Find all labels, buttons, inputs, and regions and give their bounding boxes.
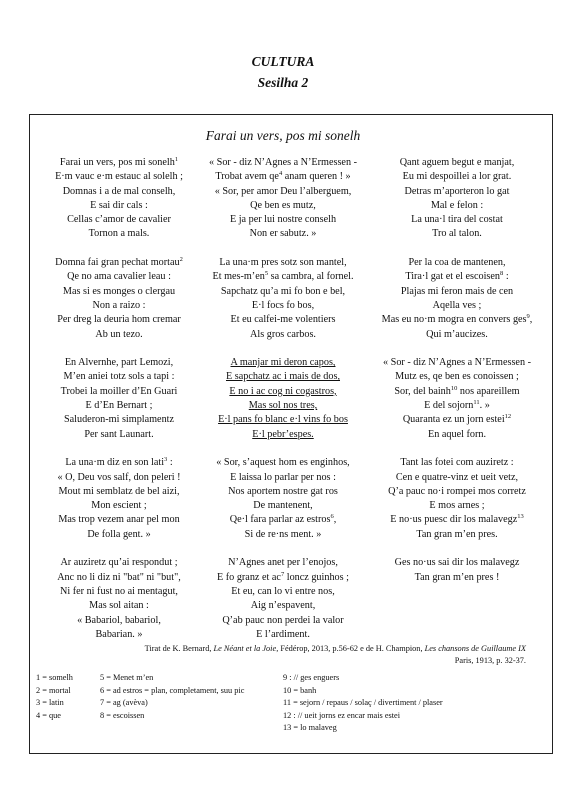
- verse-text: Als gros carbos.: [250, 328, 316, 340]
- verse-text: Mas sol aitan :: [89, 600, 149, 612]
- verse-line: [194, 185, 372, 199]
- verse-line: [30, 385, 208, 399]
- stanza: [194, 156, 372, 242]
- verse-text: Tro al talon.: [432, 228, 482, 240]
- verse-line: [194, 213, 372, 227]
- verse-line: [30, 399, 208, 413]
- verse-text: Qe ben es mutz,: [250, 199, 316, 211]
- stanza: [30, 356, 208, 442]
- verse-text: Q’ab pauc non perdei la valor: [222, 614, 344, 626]
- verse-line: [194, 299, 372, 313]
- verse-text: Nos aportem nostre gat ros: [228, 485, 338, 497]
- verse-line: [368, 513, 546, 527]
- verse-text: N’Agnes anet per l’enojos,: [228, 557, 338, 569]
- verse-line: [30, 285, 208, 299]
- source-citation-line-2: Paris, 1913, p. 32-37.: [454, 656, 526, 665]
- stanza: [194, 356, 372, 442]
- footnote-marker: 5: [264, 270, 269, 278]
- verse-line: [194, 227, 372, 241]
- verse-line: [194, 571, 372, 585]
- verse-line: [368, 285, 546, 299]
- stanza: [368, 556, 546, 585]
- verse-line: [368, 370, 546, 384]
- stanza: [194, 256, 372, 342]
- verse-line: [368, 299, 546, 313]
- verse-text: E no·us puesc dir los malavegz: [390, 514, 518, 526]
- footnote-marker: 8: [500, 270, 504, 278]
- stanza: [30, 256, 208, 342]
- verse-text: Aqella ves ;: [432, 299, 482, 311]
- verse-text: E·l pans fo blanc e·l vins fo bos: [218, 414, 348, 426]
- verse-line: [194, 256, 372, 270]
- glossary-column-2: [100, 672, 244, 722]
- verse-line: [30, 499, 208, 513]
- verse-line: [368, 156, 546, 170]
- glossary-entry: 13 = lo malaveg: [283, 723, 337, 733]
- verse-line: [194, 285, 372, 299]
- verse-text: En Alvernhe, part Lemozi,: [64, 357, 174, 369]
- verse-line: [30, 199, 208, 213]
- verse-text: « Babariol, babariol,: [77, 614, 161, 626]
- verse-text: Qant aguem begut e manjat,: [399, 157, 515, 168]
- stanza: [368, 456, 546, 542]
- citation-book-title: Les chansons de Guillaume IX: [424, 644, 526, 653]
- verse-line: [30, 585, 208, 599]
- glossary-entry: 4 = que: [36, 710, 61, 720]
- verse-line: [194, 614, 372, 628]
- stanza: [368, 156, 546, 242]
- verse-line: [194, 556, 372, 570]
- verse-text: Mas eu no·m mogra en convers ges: [381, 314, 527, 326]
- verse-line: [30, 170, 208, 184]
- poem-column-3: [368, 156, 546, 599]
- footnote-marker: 4: [278, 170, 283, 178]
- verse-line: [368, 556, 546, 570]
- verse-text: E ja per lui nostre conselh: [229, 214, 337, 226]
- glossary-entry: 11 = sejorn / repaus / solaç / divertiment / plaser: [283, 698, 443, 708]
- verse-line: [368, 170, 546, 184]
- verse-text: Plajas mi feron mais de cen: [400, 285, 514, 297]
- verse-text: Et eu, can lo vi entre nos,: [231, 585, 335, 597]
- verse-text: « Sor, per amor Deu l’alberguem,: [214, 185, 352, 197]
- verse-text: « Sor - diz N’Agnes a N’Ermessen -: [209, 157, 357, 168]
- verse-text: E d’En Bernart ;: [85, 400, 153, 412]
- footnote-marker: 13: [517, 513, 524, 521]
- verse-text: Si de re·ns ment. »: [244, 528, 322, 540]
- verse-line: [194, 370, 372, 384]
- verse-text: « Sor - diz N’Agnes a N’Ermessen -: [383, 357, 531, 369]
- verse-line: [194, 156, 372, 170]
- verse-text: Non a raizo :: [92, 299, 146, 311]
- verse-line: [30, 485, 208, 499]
- stanza: [194, 556, 372, 642]
- glossary-entry: 1 = somelh: [36, 673, 73, 682]
- verse-text: Per dreg la deuria hom cremar: [57, 314, 181, 326]
- verse-text: Domna fai gran pechat mortau: [55, 257, 180, 269]
- stanza: [30, 156, 208, 242]
- verse-text: E sapchatz ac i mais de dos,: [225, 371, 340, 383]
- verse-text: E l’ardiment.: [256, 628, 310, 640]
- verse-text: Per sant Launart.: [84, 428, 154, 440]
- verse-line: [368, 413, 546, 427]
- verse-line: [30, 156, 208, 170]
- verse-text: Qe no ama cavalier leau :: [67, 271, 171, 283]
- verse-line: [30, 213, 208, 227]
- verse-line: [194, 270, 372, 284]
- verse-line: [194, 385, 372, 399]
- verse-text: Cen e quatre-vinz et ueit vetz,: [395, 471, 519, 483]
- verse-line: [194, 428, 372, 442]
- verse-line: [194, 528, 372, 542]
- verse-text: E·l pebr’espes.: [252, 428, 314, 440]
- verse-text: M’en aniei totz sols a tapi :: [63, 371, 175, 383]
- verse-text: Qe·l fara parlar az estros: [229, 514, 331, 526]
- verse-text: Ar auziretz qu’ai respondut ;: [60, 557, 178, 569]
- citation-book-title: Le Néant et la Joie: [213, 644, 277, 653]
- verse-text: Non er sabutz. »: [249, 228, 317, 240]
- verse-text: E sai dir cals :: [90, 199, 148, 211]
- verse-text: Trobei la moiller d’En Guari: [60, 385, 178, 397]
- verse-line: [30, 599, 208, 613]
- verse-line: [30, 471, 208, 485]
- verse-line: [30, 313, 208, 327]
- verse-line: [368, 328, 546, 342]
- verse-line: [194, 599, 372, 613]
- verse-text: Tornon a mals.: [88, 228, 150, 240]
- verse-line: [368, 499, 546, 513]
- verse-line: [30, 513, 208, 527]
- verse-line: [30, 571, 208, 585]
- verse-text: . »: [479, 400, 490, 412]
- verse-line: [194, 399, 372, 413]
- verse-text: E mos arnes ;: [429, 500, 485, 512]
- verse-text: Q’a pauc no·i rompei mos corretz: [388, 485, 526, 497]
- glossary-column-3: [283, 672, 443, 735]
- verse-line: [194, 585, 372, 599]
- verse-line: [30, 370, 208, 384]
- verse-line: [368, 485, 546, 499]
- verse-text: sa cambra, al fornel.: [268, 271, 354, 283]
- verse-text: Anc no li diz ni "bat" ni "but",: [57, 571, 181, 583]
- verse-text: Sapchatz qu’a mi fo bon e bel,: [220, 285, 346, 297]
- verse-text: Ab un tezo.: [95, 328, 143, 340]
- verse-text: Detras m’aporteron lo gat: [404, 185, 510, 197]
- verse-line: [368, 571, 546, 585]
- citation-text: , Fédérop, 2013, p.56-62 e de H. Champion,: [276, 644, 425, 653]
- verse-text: :: [167, 457, 173, 469]
- verse-text: E fo granz et ac: [217, 571, 281, 583]
- verse-text: De folla gent. »: [87, 528, 151, 540]
- document-subtitle: Sesilha 2: [257, 75, 309, 90]
- verse-line: [368, 456, 546, 470]
- verse-line: [30, 356, 208, 370]
- verse-text: « Sor, s’aquest hom es enginhos,: [216, 457, 350, 469]
- footnote-marker: 11: [473, 399, 480, 407]
- footnote-marker: 6: [330, 513, 334, 521]
- verse-text: Quaranta ez un jorn estei: [402, 414, 505, 426]
- glossary-entry: 7 = ag (avèva): [100, 698, 148, 708]
- verse-text: La una·m pres sotz son mantel,: [219, 257, 347, 269]
- verse-line: [368, 385, 546, 399]
- verse-text: E laissa lo parlar per nos :: [230, 471, 336, 483]
- glossary-entry: 2 = mortal: [36, 685, 71, 695]
- verse-text: anam queren ! »: [282, 171, 351, 183]
- footnote-marker: 7: [280, 570, 285, 578]
- source-citation: [145, 644, 526, 653]
- verse-line: [368, 213, 546, 227]
- verse-text: Aig n’espavent,: [250, 600, 316, 612]
- verse-line: [194, 413, 372, 427]
- stanza: [368, 256, 546, 342]
- verse-line: [194, 199, 372, 213]
- glossary-entry: 9 : // ges enguers: [283, 673, 340, 682]
- verse-line: [368, 356, 546, 370]
- verse-text: Farai un vers, pos mi sonelh: [59, 157, 175, 168]
- verse-text: Trobat avem qe: [215, 171, 279, 183]
- verse-text: De mantenent,: [253, 500, 313, 512]
- verse-text: loncz guinhos ;: [284, 571, 349, 583]
- verse-text: Et mes-m’en: [212, 271, 265, 283]
- glossary-entry: 10 = banh: [283, 685, 317, 695]
- verse-line: [30, 256, 208, 270]
- verse-text: nos apareillem: [457, 385, 520, 397]
- glossary-entry: 6 = ad estros = plan, completament, suu pic: [100, 685, 245, 695]
- stanza: [368, 356, 546, 442]
- verse-text: E·m vauc e·m estauc al solelh ;: [55, 171, 183, 183]
- stanza: [30, 456, 208, 542]
- verse-text: Eu mi despoillei a lor grat.: [402, 171, 512, 183]
- verse-text: E del sojorn: [424, 400, 474, 412]
- verse-line: [194, 313, 372, 327]
- verse-text: Mas trop vezem anar pel mon: [58, 514, 180, 526]
- verse-text: Mon escient ;: [91, 500, 147, 512]
- glossary-entry: 12 : // ueit jorns ez encar mais estei: [283, 710, 401, 720]
- verse-line: [194, 356, 372, 370]
- verse-text: Mas sol nos tres,: [248, 400, 318, 412]
- verse-line: [30, 528, 208, 542]
- verse-line: [368, 428, 546, 442]
- verse-text: Mout mi semblatz de bel aizi,: [58, 485, 180, 497]
- citation-text: Tirat de K. Bernard,: [144, 644, 214, 653]
- verse-line: [368, 313, 546, 327]
- verse-line: [368, 256, 546, 270]
- verse-text: Tan gran m’en pres.: [416, 528, 498, 540]
- verse-line: [30, 413, 208, 427]
- verse-line: [30, 428, 208, 442]
- verse-line: [30, 614, 208, 628]
- poem-title: Farai un vers, pos mi sonelh: [205, 128, 361, 143]
- verse-line: [194, 513, 372, 527]
- verse-line: [368, 227, 546, 241]
- glossary-entry: 8 = escoissen: [100, 710, 145, 720]
- verse-line: [194, 328, 372, 342]
- verse-text: En aquel forn.: [428, 428, 486, 440]
- glossary-entry: 3 = latin: [36, 698, 64, 708]
- verse-text: La una·m diz en son lati: [65, 457, 165, 469]
- verse-line: [30, 456, 208, 470]
- verse-line: [368, 528, 546, 542]
- verse-line: [368, 199, 546, 213]
- footnote-marker: 2: [179, 256, 183, 264]
- verse-line: [194, 170, 372, 184]
- verse-text: E no i ac cog ni cogastros,: [229, 385, 337, 397]
- verse-line: [194, 499, 372, 513]
- glossary-column-1: [36, 672, 73, 722]
- verse-line: [368, 185, 546, 199]
- verse-line: [30, 556, 208, 570]
- document-title: CULTURA: [251, 54, 315, 69]
- poem-column-1: [30, 156, 208, 656]
- verse-text: Tant las fotei com auziretz :: [400, 457, 514, 469]
- footnote-marker: 3: [164, 456, 168, 464]
- verse-line: [30, 270, 208, 284]
- verse-text: Et eu calfei-me volentiers: [230, 314, 336, 326]
- verse-text: :: [503, 271, 509, 283]
- verse-text: La una·l tira del costat: [411, 214, 503, 226]
- verse-text: ,: [529, 314, 533, 326]
- verse-line: [368, 471, 546, 485]
- verse-text: Ges no·us sai dir los malavegz: [394, 557, 520, 569]
- verse-text: Domnas i a de mal conselh,: [62, 185, 176, 197]
- verse-line: [194, 485, 372, 499]
- verse-line: [194, 456, 372, 470]
- verse-text: Babarian. »: [95, 628, 143, 640]
- verse-text: Saluderon-mi simplamentz: [63, 414, 175, 426]
- verse-text: A manjar mi deron capos,: [230, 357, 336, 369]
- verse-text: Mas si es monges o clergau: [62, 285, 176, 297]
- stanza: [30, 556, 208, 642]
- verse-line: [30, 185, 208, 199]
- verse-line: [194, 628, 372, 642]
- poem-column-2: [194, 156, 372, 656]
- verse-text: Qui m’aucizes.: [426, 328, 488, 340]
- glossary-entry: 5 = Menet m’en: [100, 673, 154, 682]
- verse-line: [30, 299, 208, 313]
- verse-line: [368, 270, 546, 284]
- verse-line: [30, 628, 208, 642]
- verse-text: Ni fer ni fust no ai mentagut,: [60, 585, 178, 597]
- verse-text: Cellas c’amor de cavalier: [67, 214, 171, 226]
- verse-text: E·l focs fo bos,: [251, 299, 315, 311]
- verse-text: Tira·l gat et el escoisen: [405, 271, 501, 283]
- verse-text: Per la coa de mantenen,: [408, 257, 506, 269]
- footnote-marker: 10: [450, 384, 458, 392]
- verse-line: [30, 227, 208, 241]
- verse-line: [194, 471, 372, 485]
- verse-line: [30, 328, 208, 342]
- verse-text: ,: [333, 514, 337, 526]
- verse-text: Mal e felon :: [430, 199, 484, 211]
- verse-text: Mutz es, qe ben es conoissen ;: [395, 371, 519, 383]
- verse-line: [368, 399, 546, 413]
- footnote-marker: 12: [504, 413, 512, 421]
- stanza: [194, 456, 372, 542]
- footnote-marker: 9: [526, 313, 530, 321]
- footnote-marker: 1: [174, 156, 179, 163]
- verse-text: Sor, del bainh: [394, 385, 451, 397]
- verse-text: Tan gran m’en pres !: [414, 571, 500, 583]
- verse-text: « O, Deu vos salf, don peleri !: [57, 471, 181, 483]
